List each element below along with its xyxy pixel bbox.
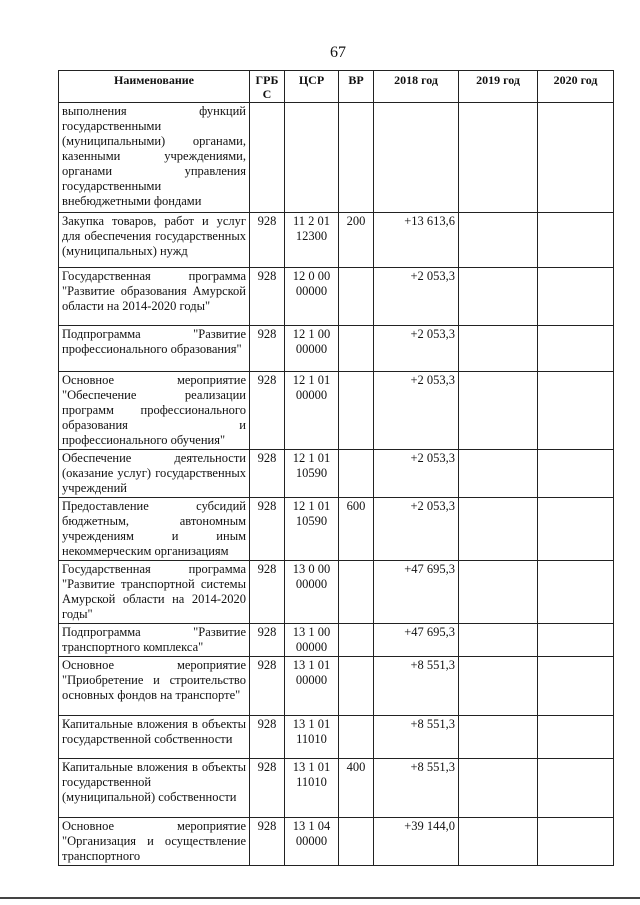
cell-csr <box>285 103 339 213</box>
cell-name: Подпрограмма "Развитие транспортного комплекса" <box>59 624 250 657</box>
cell-vr: 600 <box>339 498 374 561</box>
cell-y2018 <box>374 103 459 213</box>
cell-y2019 <box>459 561 538 624</box>
cell-csr: 12 1 01 10590 <box>285 498 339 561</box>
cell-grbs: 928 <box>250 759 285 818</box>
scan-bottom-edge <box>0 897 640 899</box>
table-row <box>59 372 614 450</box>
table-row <box>59 657 614 716</box>
cell-y2020 <box>538 450 614 498</box>
cell-grbs: 928 <box>250 213 285 268</box>
cell-grbs: 928 <box>250 657 285 716</box>
cell-grbs: 928 <box>250 716 285 759</box>
header-2020: 2020 год <box>538 71 614 103</box>
cell-csr: 13 1 04 00000 <box>285 818 339 866</box>
cell-name: Закупка товаров, работ и услуг для обеспечения государственных (муниципальных) нужд <box>59 213 250 268</box>
cell-y2019 <box>459 103 538 213</box>
table-row <box>59 213 614 268</box>
table-row <box>59 818 614 866</box>
cell-name: выполнения функций государственными (муниципальными) органами, казенными учреждениями, органами управления государственными внебюджетными фондами <box>59 103 250 213</box>
cell-y2020 <box>538 716 614 759</box>
cell-grbs: 928 <box>250 498 285 561</box>
cell-vr <box>339 326 374 372</box>
header-vr: ВР <box>339 71 374 103</box>
cell-vr <box>339 561 374 624</box>
cell-csr: 12 1 00 00000 <box>285 326 339 372</box>
cell-grbs: 928 <box>250 818 285 866</box>
cell-vr <box>339 818 374 866</box>
cell-y2020 <box>538 561 614 624</box>
page-number: 67 <box>330 44 346 61</box>
header-csr: ЦСР <box>285 71 339 103</box>
cell-csr: 12 1 01 10590 <box>285 450 339 498</box>
cell-vr <box>339 716 374 759</box>
cell-vr: 400 <box>339 759 374 818</box>
cell-name: Основное мероприятие "Организация и осуществление транспортного <box>59 818 250 866</box>
cell-grbs: 928 <box>250 268 285 326</box>
cell-name: Государственная программа "Развитие транспортной системы Амурской области на 2014-2020 годы" <box>59 561 250 624</box>
cell-y2019 <box>459 213 538 268</box>
cell-y2019 <box>459 716 538 759</box>
cell-y2020 <box>538 624 614 657</box>
table-row <box>59 268 614 326</box>
table-row <box>59 103 614 213</box>
table-row <box>59 450 614 498</box>
cell-vr <box>339 624 374 657</box>
cell-y2020 <box>538 759 614 818</box>
cell-grbs: 928 <box>250 561 285 624</box>
cell-y2020 <box>538 657 614 716</box>
cell-y2019 <box>459 372 538 450</box>
cell-y2020 <box>538 268 614 326</box>
cell-csr: 11 2 01 12300 <box>285 213 339 268</box>
cell-name: Основное мероприятие "Обеспечение реализации программ профессионального образования и профессионального обучения" <box>59 372 250 450</box>
cell-name: Подпрограмма "Развитие профессионального образования" <box>59 326 250 372</box>
cell-y2018: +2 053,3 <box>374 498 459 561</box>
cell-y2018: +47 695,3 <box>374 624 459 657</box>
header-name: Наименование <box>59 71 250 103</box>
cell-y2020 <box>538 103 614 213</box>
cell-y2019 <box>459 326 538 372</box>
cell-csr: 13 1 01 11010 <box>285 759 339 818</box>
cell-csr: 13 1 01 11010 <box>285 716 339 759</box>
header-2019: 2019 год <box>459 71 538 103</box>
cell-y2018: +2 053,3 <box>374 268 459 326</box>
cell-grbs: 928 <box>250 624 285 657</box>
cell-y2018: +13 613,6 <box>374 213 459 268</box>
cell-y2020 <box>538 326 614 372</box>
cell-y2018: +39 144,0 <box>374 818 459 866</box>
cell-y2018: +8 551,3 <box>374 716 459 759</box>
cell-csr: 13 0 00 00000 <box>285 561 339 624</box>
cell-y2019 <box>459 450 538 498</box>
cell-grbs: 928 <box>250 450 285 498</box>
cell-y2018: +47 695,3 <box>374 561 459 624</box>
cell-y2019 <box>459 268 538 326</box>
cell-name: Капитальные вложения в объекты государственной собственности <box>59 716 250 759</box>
cell-y2020 <box>538 213 614 268</box>
cell-name: Государственная программа "Развитие образования Амурской области на 2014-2020 годы" <box>59 268 250 326</box>
cell-vr <box>339 268 374 326</box>
cell-y2019 <box>459 657 538 716</box>
header-grbs: ГРБ С <box>250 71 285 103</box>
cell-vr: 200 <box>339 213 374 268</box>
cell-y2019 <box>459 759 538 818</box>
cell-y2020 <box>538 818 614 866</box>
cell-y2019 <box>459 498 538 561</box>
cell-y2018: +8 551,3 <box>374 759 459 818</box>
cell-y2020 <box>538 372 614 450</box>
table-row <box>59 561 614 624</box>
cell-csr: 13 1 00 00000 <box>285 624 339 657</box>
cell-y2018: +2 053,3 <box>374 326 459 372</box>
table-header-row <box>59 71 614 103</box>
cell-y2019 <box>459 624 538 657</box>
header-2018: 2018 год <box>374 71 459 103</box>
cell-csr: 12 0 00 00000 <box>285 268 339 326</box>
table-row <box>59 326 614 372</box>
cell-grbs: 928 <box>250 372 285 450</box>
cell-y2018: +8 551,3 <box>374 657 459 716</box>
cell-y2018: +2 053,3 <box>374 450 459 498</box>
cell-name: Основное мероприятие "Приобретение и строительство основных фондов на транспорте" <box>59 657 250 716</box>
cell-y2020 <box>538 498 614 561</box>
cell-name: Обеспечение деятельности (оказание услуг) государственных учреждений <box>59 450 250 498</box>
cell-y2019 <box>459 818 538 866</box>
cell-grbs <box>250 103 285 213</box>
table-row <box>59 624 614 657</box>
table-row <box>59 716 614 759</box>
budget-table <box>58 70 614 866</box>
cell-name: Капитальные вложения в объекты государственной (муниципальной) собственности <box>59 759 250 818</box>
cell-csr: 13 1 01 00000 <box>285 657 339 716</box>
cell-y2018: +2 053,3 <box>374 372 459 450</box>
table-row <box>59 498 614 561</box>
cell-vr <box>339 372 374 450</box>
cell-grbs: 928 <box>250 326 285 372</box>
cell-csr: 12 1 01 00000 <box>285 372 339 450</box>
cell-vr <box>339 657 374 716</box>
cell-name: Предоставление субсидий бюджетным, автономным учреждениям и иным некоммерческим организациям <box>59 498 250 561</box>
cell-vr <box>339 450 374 498</box>
table-row <box>59 759 614 818</box>
cell-vr <box>339 103 374 213</box>
